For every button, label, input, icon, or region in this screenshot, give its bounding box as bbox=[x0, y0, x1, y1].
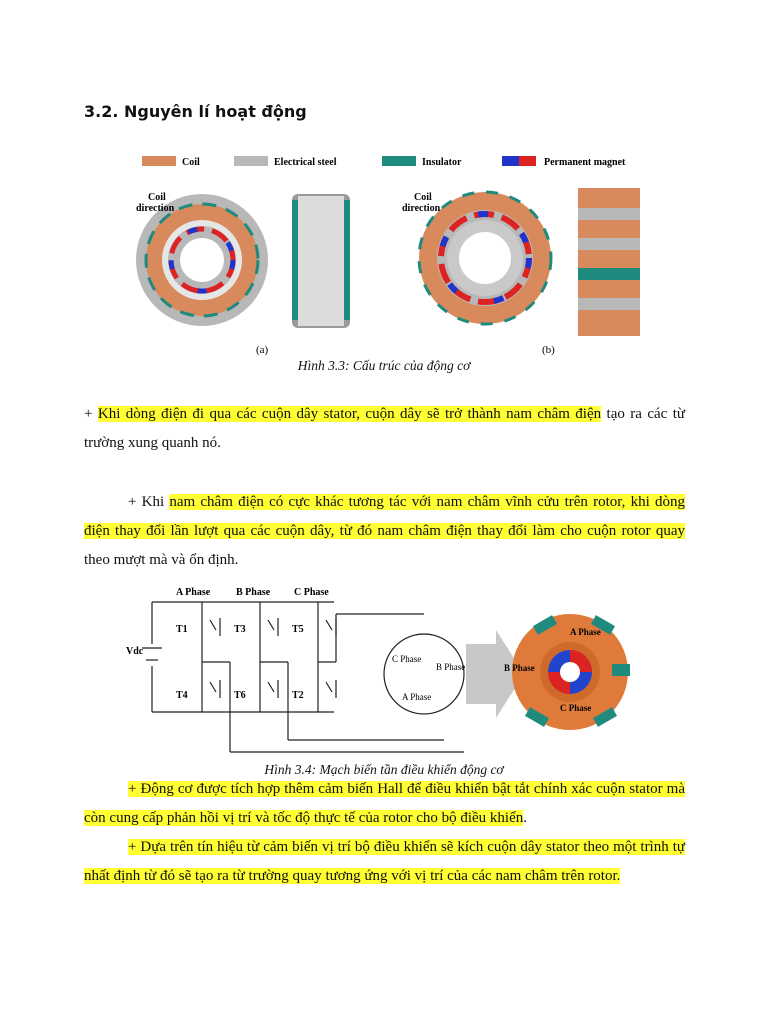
switch-t1: T1 bbox=[176, 624, 188, 635]
para2-highlight: nam châm điện có cực khác tương tác với nam châm vĩnh cửu trên rotor, khi dòng điện thay đổi lần lượt qua các cuộn dây, từ đó nam châm điện thay đổi làm cho cuộn rotor quay bbox=[84, 494, 686, 539]
coil-direction-label-b: direction bbox=[402, 203, 441, 214]
vdc-label: Vdc bbox=[126, 646, 144, 657]
switch-t3: T3 bbox=[234, 624, 246, 635]
switch-t6: T6 bbox=[234, 690, 246, 701]
legend-magnet-swatch-n bbox=[502, 156, 519, 166]
para2-prefix: + Khi bbox=[128, 494, 170, 510]
coil-direction-label-a: direction bbox=[136, 203, 175, 214]
coil-label-a: Coil bbox=[148, 192, 166, 203]
rotor-a-phase: A Phase bbox=[570, 627, 601, 637]
para1-prefix: + bbox=[84, 406, 98, 422]
legend-coil-swatch bbox=[142, 156, 176, 166]
legend-insulator: Insulator bbox=[422, 157, 462, 168]
figure-3-4-caption: Hình 3.4: Mạch biến tần điều khiển động cơ bbox=[264, 762, 504, 777]
motor-structure-figure bbox=[130, 148, 650, 360]
phase-c-label: C Phase bbox=[294, 587, 329, 598]
legend-steel-swatch bbox=[234, 156, 268, 166]
legend-steel: Electrical steel bbox=[274, 157, 337, 168]
figure-3-3-caption: Hình 3.3: Cấu trúc của động cơ bbox=[297, 358, 471, 373]
inverter-circuit-figure bbox=[124, 584, 634, 758]
legend-coil: Coil bbox=[182, 157, 200, 168]
legend-magnet-swatch-s bbox=[519, 156, 536, 166]
para2-rest: theo mượt mà và ổn định. bbox=[84, 552, 239, 568]
legend-magnet: Permanent magnet bbox=[544, 157, 626, 168]
legend-insulator-swatch bbox=[382, 156, 416, 166]
phase-b-label: B Phase bbox=[236, 587, 271, 598]
switch-t2: T2 bbox=[292, 690, 304, 701]
motor-c-phase: C Phase bbox=[392, 654, 422, 664]
para4-highlight: + Dựa trên tín hiệu từ cảm biến vị trí bộ điều khiển sẽ kích cuộn dây stator theo một trình tự nhất định từ đó sẽ tạo ra từ trường quay tương ứng với vị trí của các nam châm trên rotor. bbox=[84, 839, 685, 884]
label-b: (b) bbox=[542, 344, 555, 356]
para3-highlight: + Động cơ được tích hợp thêm cảm biến Hall để điều khiển bật tắt chính xác cuộn stator mà còn cung cấp phản hồi vị trí và tốc độ thực tế của rotor cho bộ điều khiển bbox=[84, 781, 685, 826]
para1-highlight: Khi dòng điện đi qua các cuộn dây stator, cuộn dây sẽ trở thành nam châm điện bbox=[97, 406, 602, 422]
motor-a-phase: A Phase bbox=[402, 692, 432, 702]
switch-t5: T5 bbox=[292, 624, 304, 635]
coil-label-b: Coil bbox=[414, 192, 432, 203]
para3-rest: . bbox=[523, 810, 527, 826]
phase-a-label: A Phase bbox=[176, 587, 211, 598]
paragraph-2 bbox=[84, 488, 685, 575]
switch-t4: T4 bbox=[176, 690, 188, 701]
paragraph-3 bbox=[84, 775, 685, 833]
para1-rest: tạo ra các từ trường xung quanh nó. bbox=[84, 406, 686, 451]
motor-b-phase: B Phase bbox=[436, 662, 466, 672]
paragraph-4 bbox=[84, 833, 685, 891]
section-heading: 3.2. Nguyên lí hoạt động bbox=[84, 102, 307, 121]
label-a: (a) bbox=[256, 344, 269, 356]
rotor-c-phase: C Phase bbox=[560, 703, 592, 713]
rotor-b-phase: B Phase bbox=[504, 663, 535, 673]
paragraph-1 bbox=[84, 400, 685, 458]
